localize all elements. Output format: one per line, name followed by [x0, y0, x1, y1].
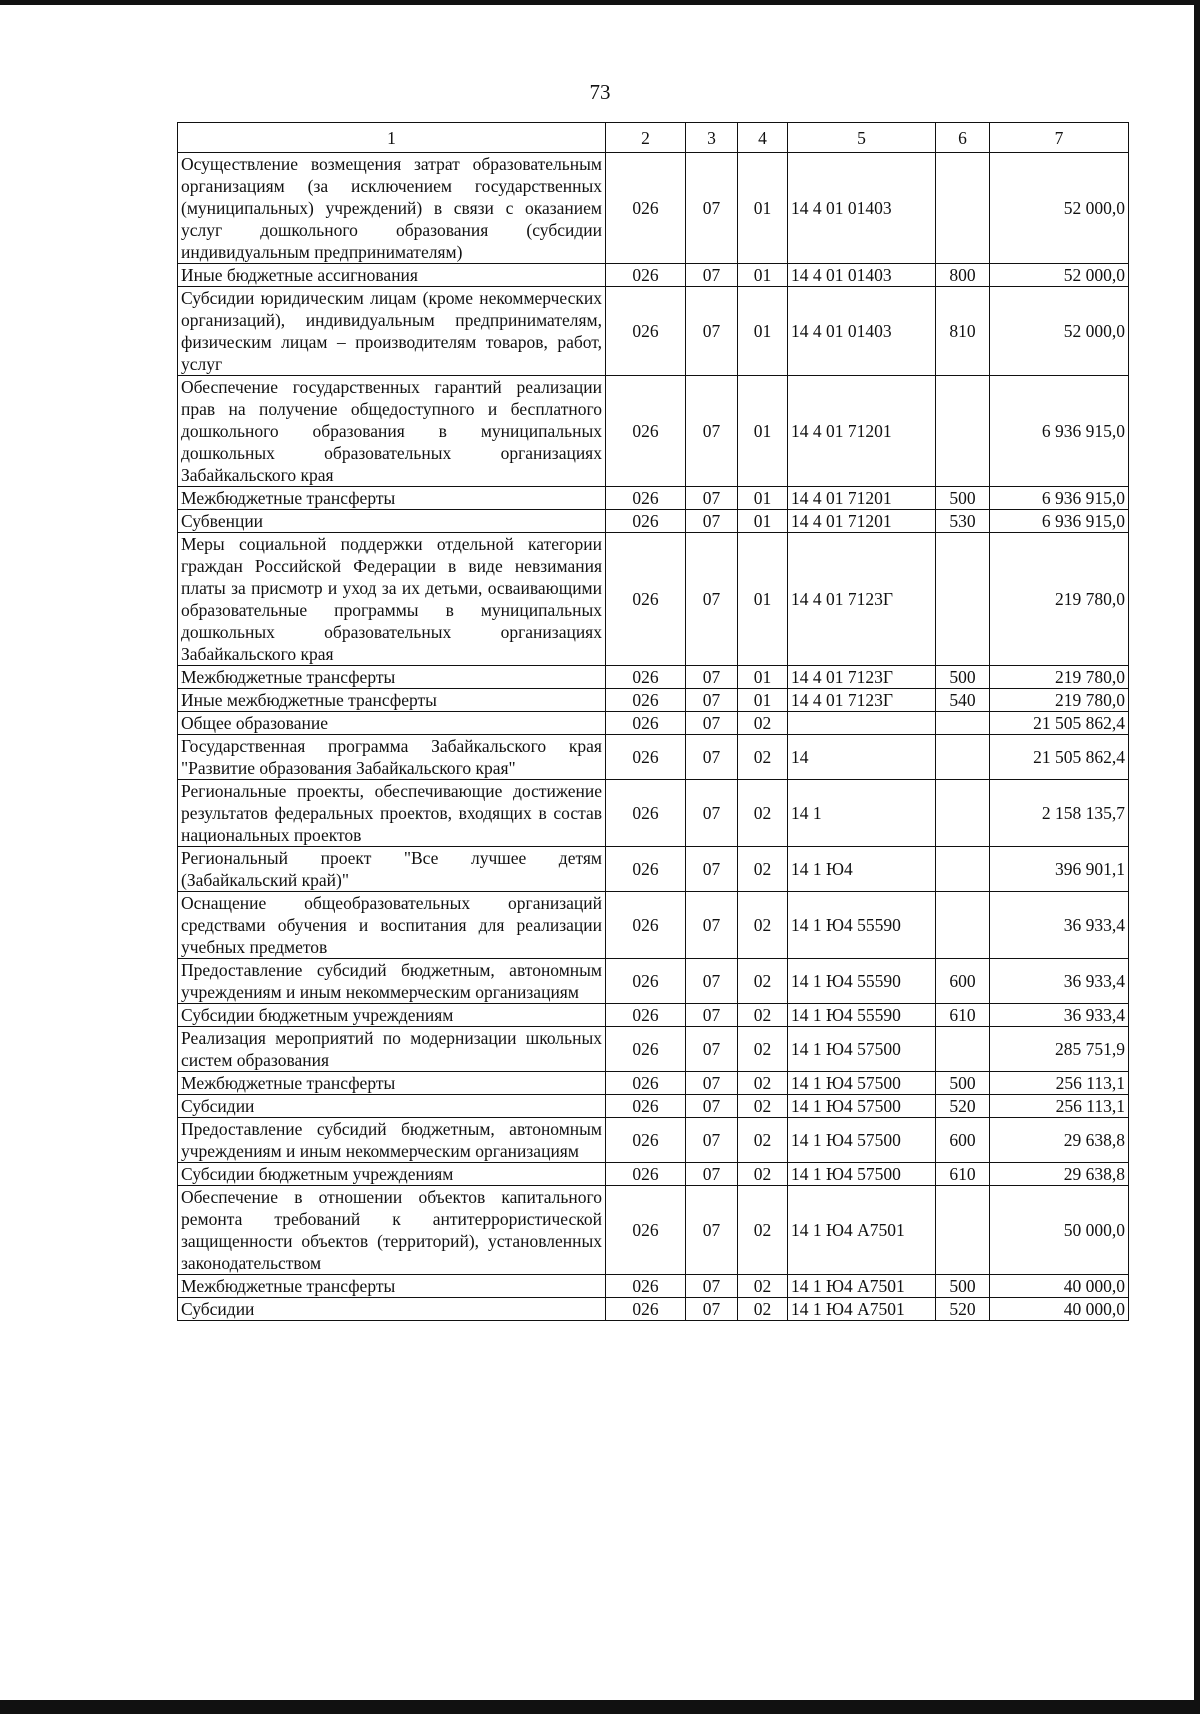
row-gr-code: 026 [606, 780, 686, 847]
row-gr-code: 026 [606, 689, 686, 712]
row-vr-code: 500 [936, 1072, 990, 1095]
row-sum: 6 936 915,0 [990, 487, 1129, 510]
row-rz-code: 07 [686, 1275, 738, 1298]
row-pr-code: 01 [738, 264, 788, 287]
row-pr-code: 02 [738, 780, 788, 847]
row-csr-code: 14 1 Ю4 А7501 [788, 1275, 936, 1298]
header-col-7: 7 [990, 123, 1129, 153]
row-csr-code: 14 4 01 7123Г [788, 666, 936, 689]
row-vr-code [936, 533, 990, 666]
row-pr-code: 02 [738, 892, 788, 959]
row-pr-code: 01 [738, 487, 788, 510]
row-sum: 29 638,8 [990, 1118, 1129, 1163]
table-row [178, 533, 1129, 666]
row-csr-code: 14 1 Ю4 55590 [788, 959, 936, 1004]
table-row [178, 666, 1129, 689]
row-csr-code: 14 4 01 71201 [788, 510, 936, 533]
table-row [178, 1095, 1129, 1118]
row-name: Иные межбюджетные трансферты [178, 689, 606, 712]
row-name: Субсидии бюджетным учреждениям [178, 1004, 606, 1027]
row-sum: 256 113,1 [990, 1072, 1129, 1095]
row-gr-code: 026 [606, 533, 686, 666]
row-gr-code: 026 [606, 1072, 686, 1095]
row-name: Обеспечение государственных гарантий реализации прав на получение общедоступного и бесплатного дошкольного образования в муниципальных дошкольных образовательных организациях Забайкальского края [178, 376, 606, 487]
row-name: Оснащение общеобразовательных организаций средствами обучения и воспитания для реализации учебных предметов [178, 892, 606, 959]
row-vr-code: 800 [936, 264, 990, 287]
row-sum: 52 000,0 [990, 264, 1129, 287]
row-gr-code: 026 [606, 376, 686, 487]
row-vr-code: 520 [936, 1298, 990, 1321]
row-vr-code: 540 [936, 689, 990, 712]
row-vr-code [936, 892, 990, 959]
header-col-5: 5 [788, 123, 936, 153]
row-rz-code: 07 [686, 487, 738, 510]
table-row [178, 1027, 1129, 1072]
page-number: 73 [589, 80, 611, 104]
row-sum: 6 936 915,0 [990, 510, 1129, 533]
row-vr-code: 600 [936, 1118, 990, 1163]
table-row [178, 264, 1129, 287]
row-name: Межбюджетные трансферты [178, 1072, 606, 1095]
row-pr-code: 02 [738, 847, 788, 892]
row-vr-code [936, 376, 990, 487]
row-sum: 21 505 862,4 [990, 735, 1129, 780]
row-rz-code: 07 [686, 1163, 738, 1186]
row-csr-code: 14 1 Ю4 55590 [788, 1004, 936, 1027]
row-sum: 396 901,1 [990, 847, 1129, 892]
row-rz-code: 07 [686, 1298, 738, 1321]
row-pr-code: 02 [738, 1095, 788, 1118]
scan-edge-right [1194, 0, 1200, 1714]
table-row [178, 376, 1129, 487]
row-gr-code: 026 [606, 712, 686, 735]
row-rz-code: 07 [686, 287, 738, 376]
row-name: Региональные проекты, обеспечивающие достижение результатов федеральных проектов, входящих в состав национальных проектов [178, 780, 606, 847]
row-pr-code: 01 [738, 533, 788, 666]
row-pr-code: 01 [738, 666, 788, 689]
table-row [178, 1298, 1129, 1321]
row-vr-code [936, 1186, 990, 1275]
row-pr-code: 02 [738, 735, 788, 780]
row-rz-code: 07 [686, 510, 738, 533]
row-sum: 29 638,8 [990, 1163, 1129, 1186]
row-pr-code: 02 [738, 1004, 788, 1027]
row-gr-code: 026 [606, 1027, 686, 1072]
header-col-2: 2 [606, 123, 686, 153]
row-gr-code: 026 [606, 1163, 686, 1186]
row-pr-code: 01 [738, 287, 788, 376]
row-vr-code: 600 [936, 959, 990, 1004]
row-pr-code: 01 [738, 376, 788, 487]
row-csr-code: 14 1 Ю4 [788, 847, 936, 892]
row-vr-code [936, 735, 990, 780]
row-name: Предоставление субсидий бюджетным, автономным учреждениям и иным некоммерческим организациям [178, 959, 606, 1004]
table-row [178, 510, 1129, 533]
row-pr-code: 02 [738, 1275, 788, 1298]
row-rz-code: 07 [686, 264, 738, 287]
table-row [178, 1163, 1129, 1186]
row-sum: 36 933,4 [990, 959, 1129, 1004]
row-rz-code: 07 [686, 376, 738, 487]
row-gr-code: 026 [606, 487, 686, 510]
row-sum: 256 113,1 [990, 1095, 1129, 1118]
row-rz-code: 07 [686, 1095, 738, 1118]
row-name: Субсидии [178, 1298, 606, 1321]
table-row [178, 1004, 1129, 1027]
row-rz-code: 07 [686, 847, 738, 892]
row-pr-code: 02 [738, 1072, 788, 1095]
row-rz-code: 07 [686, 1072, 738, 1095]
row-csr-code: 14 1 Ю4 А7501 [788, 1298, 936, 1321]
row-gr-code: 026 [606, 735, 686, 780]
row-gr-code: 026 [606, 1298, 686, 1321]
row-vr-code [936, 712, 990, 735]
row-csr-code: 14 4 01 71201 [788, 376, 936, 487]
row-name: Субсидии бюджетным учреждениям [178, 1163, 606, 1186]
row-sum: 40 000,0 [990, 1275, 1129, 1298]
row-vr-code: 500 [936, 487, 990, 510]
table-row [178, 689, 1129, 712]
row-pr-code: 02 [738, 1163, 788, 1186]
row-csr-code: 14 4 01 71201 [788, 487, 936, 510]
row-rz-code: 07 [686, 1027, 738, 1072]
table-header-row [178, 123, 1129, 153]
row-gr-code: 026 [606, 959, 686, 1004]
table-row [178, 1072, 1129, 1095]
row-sum: 285 751,9 [990, 1027, 1129, 1072]
row-rz-code: 07 [686, 1186, 738, 1275]
row-gr-code: 026 [606, 666, 686, 689]
row-rz-code: 07 [686, 1118, 738, 1163]
row-name: Осуществление возмещения затрат образовательным организациям (за исключением государственных (муниципальных) учреждений) в связи с оказанием услуг дошкольного образования (субсидии индивидуальным предпринимателям) [178, 153, 606, 264]
row-name: Предоставление субсидий бюджетным, автономным учреждениям и иным некоммерческим организациям [178, 1118, 606, 1163]
row-gr-code: 026 [606, 1275, 686, 1298]
row-pr-code: 02 [738, 1118, 788, 1163]
row-rz-code: 07 [686, 892, 738, 959]
table-row [178, 959, 1129, 1004]
table-body [178, 153, 1129, 1321]
row-vr-code: 810 [936, 287, 990, 376]
row-rz-code: 07 [686, 666, 738, 689]
row-gr-code: 026 [606, 847, 686, 892]
row-name: Иные бюджетные ассигнования [178, 264, 606, 287]
header-col-1: 1 [178, 123, 606, 153]
row-rz-code: 07 [686, 533, 738, 666]
row-rz-code: 07 [686, 712, 738, 735]
row-gr-code: 026 [606, 892, 686, 959]
row-name: Межбюджетные трансферты [178, 487, 606, 510]
row-gr-code: 026 [606, 153, 686, 264]
table-row [178, 780, 1129, 847]
row-csr-code: 14 1 Ю4 57500 [788, 1072, 936, 1095]
scan-edge-top [0, 0, 1200, 5]
row-gr-code: 026 [606, 1004, 686, 1027]
row-sum: 2 158 135,7 [990, 780, 1129, 847]
row-rz-code: 07 [686, 735, 738, 780]
budget-table [177, 122, 1129, 1321]
row-pr-code: 02 [738, 1298, 788, 1321]
row-gr-code: 026 [606, 287, 686, 376]
row-sum: 6 936 915,0 [990, 376, 1129, 487]
row-csr-code: 14 1 [788, 780, 936, 847]
row-csr-code: 14 1 Ю4 57500 [788, 1027, 936, 1072]
table-row [178, 892, 1129, 959]
row-pr-code: 02 [738, 1027, 788, 1072]
row-sum: 21 505 862,4 [990, 712, 1129, 735]
row-vr-code [936, 153, 990, 264]
row-sum: 36 933,4 [990, 892, 1129, 959]
table-row [178, 1186, 1129, 1275]
row-rz-code: 07 [686, 689, 738, 712]
table-row [178, 712, 1129, 735]
scan-edge-bottom [0, 1700, 1200, 1714]
row-gr-code: 026 [606, 1118, 686, 1163]
row-sum: 219 780,0 [990, 533, 1129, 666]
row-name: Субвенции [178, 510, 606, 533]
row-csr-code: 14 4 01 7123Г [788, 689, 936, 712]
table-row [178, 153, 1129, 264]
row-pr-code: 01 [738, 689, 788, 712]
table-row [178, 847, 1129, 892]
row-vr-code [936, 1027, 990, 1072]
table-row [178, 1118, 1129, 1163]
row-name: Меры социальной поддержки отдельной категории граждан Российской Федерации в виде невзимания платы за присмотр и уход за их детьми, осваивающими образовательные программы в муниципальных дошкольных образовательных организациях Забайкальского края [178, 533, 606, 666]
row-csr-code: 14 1 Ю4 55590 [788, 892, 936, 959]
row-gr-code: 026 [606, 1186, 686, 1275]
row-csr-code: 14 4 01 01403 [788, 287, 936, 376]
row-csr-code: 14 1 Ю4 57500 [788, 1163, 936, 1186]
row-name: Межбюджетные трансферты [178, 1275, 606, 1298]
row-name: Субсидии [178, 1095, 606, 1118]
row-name: Реализация мероприятий по модернизации школьных систем образования [178, 1027, 606, 1072]
row-pr-code: 02 [738, 1186, 788, 1275]
row-name: Межбюджетные трансферты [178, 666, 606, 689]
row-csr-code: 14 4 01 01403 [788, 153, 936, 264]
row-gr-code: 026 [606, 1095, 686, 1118]
row-name: Региональный проект "Все лучшее детям (Забайкальский край)" [178, 847, 606, 892]
row-vr-code: 610 [936, 1004, 990, 1027]
row-vr-code [936, 847, 990, 892]
row-name: Государственная программа Забайкальского края "Развитие образования Забайкальского края" [178, 735, 606, 780]
header-col-3: 3 [686, 123, 738, 153]
row-csr-code: 14 4 01 7123Г [788, 533, 936, 666]
row-name: Субсидии юридическим лицам (кроме некоммерческих организаций), индивидуальным предпринимателям, физическим лицам – производителям товаров, работ, услуг [178, 287, 606, 376]
table-row [178, 735, 1129, 780]
row-vr-code: 500 [936, 666, 990, 689]
row-sum: 52 000,0 [990, 153, 1129, 264]
row-sum: 40 000,0 [990, 1298, 1129, 1321]
header-col-4: 4 [738, 123, 788, 153]
row-name: Обеспечение в отношении объектов капитального ремонта требований к антитеррористической защищенности объектов (территорий), установленных законодательством [178, 1186, 606, 1275]
row-csr-code [788, 712, 936, 735]
table-row [178, 287, 1129, 376]
row-pr-code: 02 [738, 712, 788, 735]
row-vr-code: 500 [936, 1275, 990, 1298]
row-rz-code: 07 [686, 153, 738, 264]
table-row [178, 1275, 1129, 1298]
row-vr-code: 610 [936, 1163, 990, 1186]
row-rz-code: 07 [686, 959, 738, 1004]
row-sum: 219 780,0 [990, 689, 1129, 712]
row-rz-code: 07 [686, 1004, 738, 1027]
table-row [178, 487, 1129, 510]
row-pr-code: 01 [738, 510, 788, 533]
row-vr-code: 520 [936, 1095, 990, 1118]
row-pr-code: 01 [738, 153, 788, 264]
row-sum: 52 000,0 [990, 287, 1129, 376]
row-vr-code: 530 [936, 510, 990, 533]
row-vr-code [936, 780, 990, 847]
row-gr-code: 026 [606, 264, 686, 287]
row-csr-code: 14 1 Ю4 57500 [788, 1118, 936, 1163]
row-sum: 36 933,4 [990, 1004, 1129, 1027]
row-csr-code: 14 [788, 735, 936, 780]
row-sum: 219 780,0 [990, 666, 1129, 689]
row-pr-code: 02 [738, 959, 788, 1004]
row-csr-code: 14 1 Ю4 А7501 [788, 1186, 936, 1275]
row-name: Общее образование [178, 712, 606, 735]
row-csr-code: 14 4 01 01403 [788, 264, 936, 287]
row-sum: 50 000,0 [990, 1186, 1129, 1275]
header-col-6: 6 [936, 123, 990, 153]
row-gr-code: 026 [606, 510, 686, 533]
row-rz-code: 07 [686, 780, 738, 847]
row-csr-code: 14 1 Ю4 57500 [788, 1095, 936, 1118]
